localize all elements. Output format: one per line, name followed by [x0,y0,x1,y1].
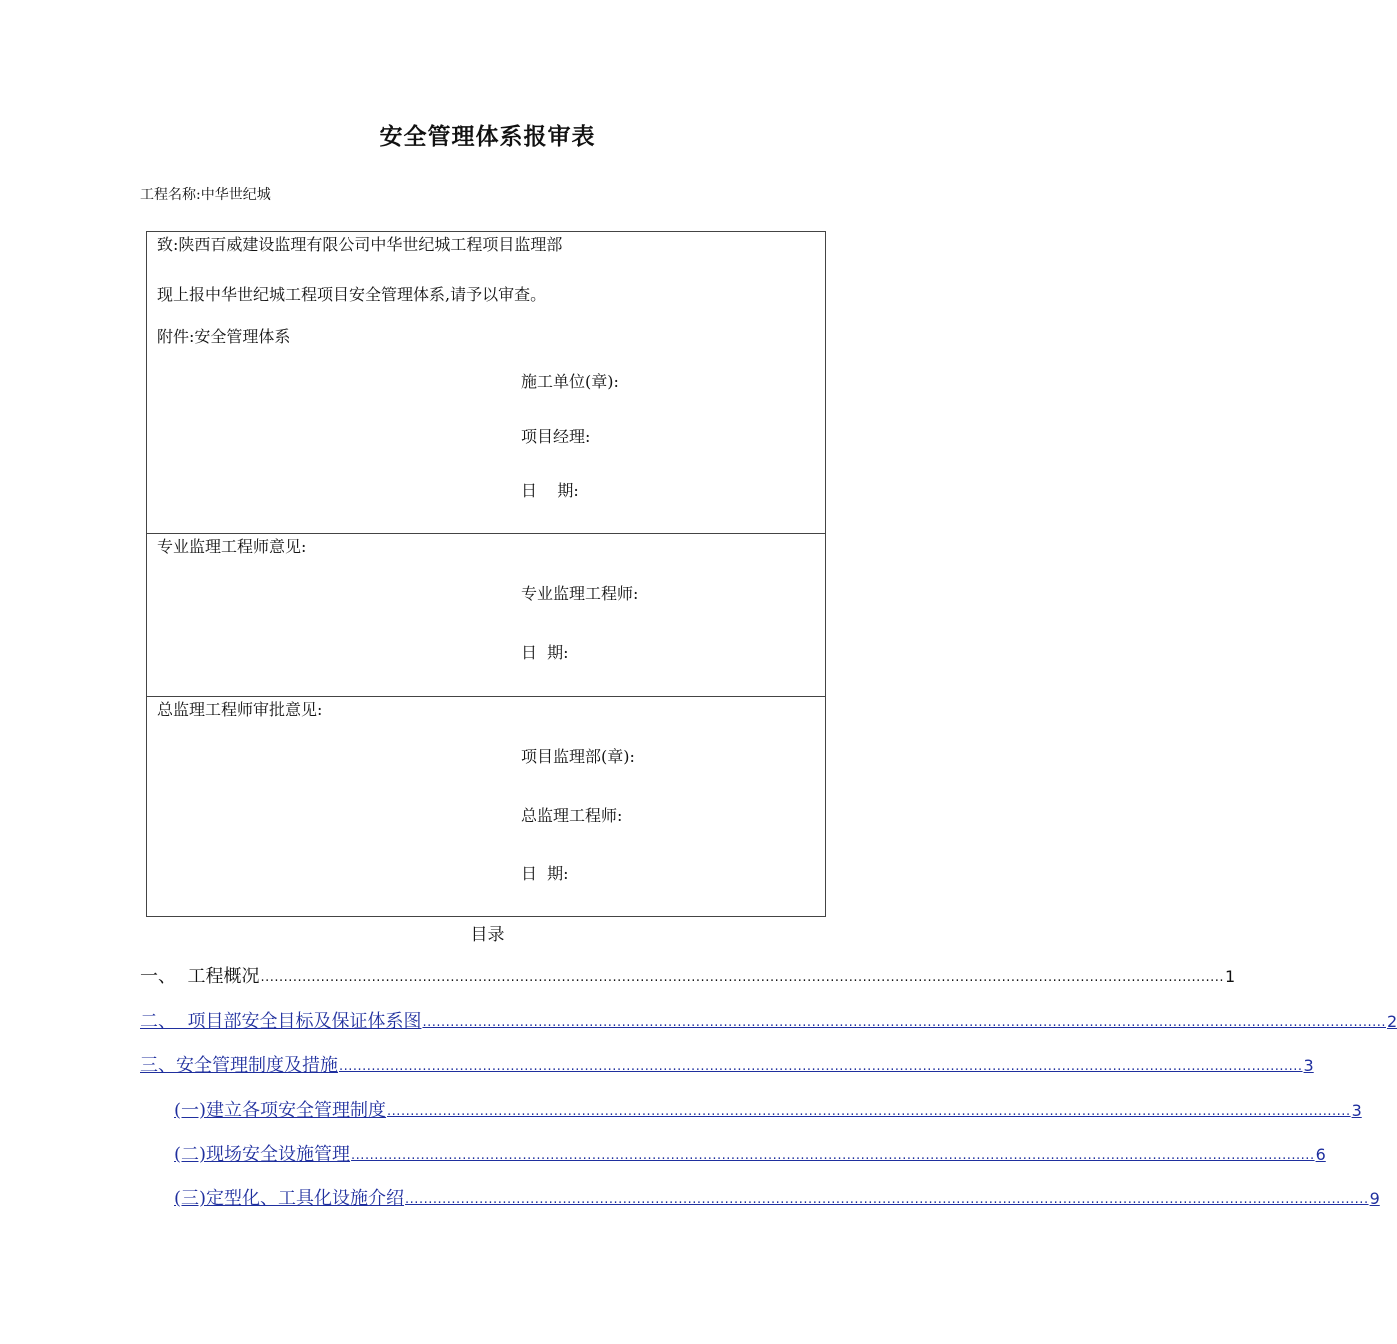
toc-item-safety-system[interactable] [140,1049,1314,1077]
toc-page-number: 3 [1303,1056,1314,1075]
date-label-3: 日 期: [521,864,569,883]
toc-page-number: 2 [1386,1012,1397,1031]
toc-item-label: (三)定型化、工具化设施介绍 [174,1188,405,1209]
toc-item-label: (二)现场安全设施管理 [174,1144,351,1165]
chief-engineer-label: 总监理工程师: [521,806,623,825]
toc-leader-dots: ................................................................................................................................................................................................................ [387,1104,1351,1119]
project-name: 工程名称:中华世纪城 [140,187,271,203]
toc-leader-dots: ................................................................................................................................................................................................................ [405,1192,1369,1207]
review-form-table [146,231,826,917]
submission-section [147,232,825,534]
toc-heading: 目录 [470,925,505,945]
toc-page-number: 1 [1224,967,1236,986]
toc-leader-dots: ................................................................................................................................................................................................................ [260,970,1224,985]
toc-page-number: 6 [1315,1145,1326,1164]
toc-item-management-rules[interactable] [174,1094,1362,1122]
toc-item-label: (一)建立各项安全管理制度 [174,1100,387,1121]
toc-item-label: 二、 项目部安全目标及保证体系图 [140,1011,422,1032]
toc-item-overview[interactable] [140,960,1236,988]
toc-leader-dots: ................................................................................................................................................................................................................ [422,1015,1386,1030]
specialist-section [147,534,825,697]
toc-item-site-facilities[interactable] [174,1138,1326,1166]
addressee-line: 致:陕西百威建设监理有限公司中华世纪城工程项目监理部 [157,235,563,254]
toc-leader-dots: ................................................................................................................................................................................................................ [339,1059,1303,1074]
specialist-engineer-label: 专业监理工程师: [521,584,639,603]
project-manager-label: 项目经理: [521,427,591,446]
toc-page-number: 9 [1369,1189,1380,1208]
toc-item-standard-facilities[interactable] [174,1182,1380,1210]
supervision-seal-label: 项目监理部(章): [521,747,635,766]
specialist-opinion-label: 专业监理工程师意见: [157,537,307,556]
chief-section [147,697,825,916]
toc-item-label: 一、 工程概况 [140,966,260,987]
submission-line: 现上报中华世纪城工程项目安全管理体系,请予以审查。 [157,285,547,304]
contractor-seal-label: 施工单位(章): [521,372,619,391]
toc-item-label: 三、安全管理制度及措施 [140,1055,338,1076]
date-label-2: 日 期: [521,643,569,662]
attachment-line: 附件:安全管理体系 [157,327,291,346]
toc-item-safety-goals[interactable] [140,1005,1397,1033]
toc-page-number: 3 [1351,1101,1362,1120]
chief-opinion-label: 总监理工程师审批意见: [157,700,323,719]
toc-leader-dots: ................................................................................................................................................................................................................ [351,1148,1315,1163]
page-title: 安全管理体系报审表 [379,124,596,150]
date-label-1: 日 期: [521,481,579,500]
